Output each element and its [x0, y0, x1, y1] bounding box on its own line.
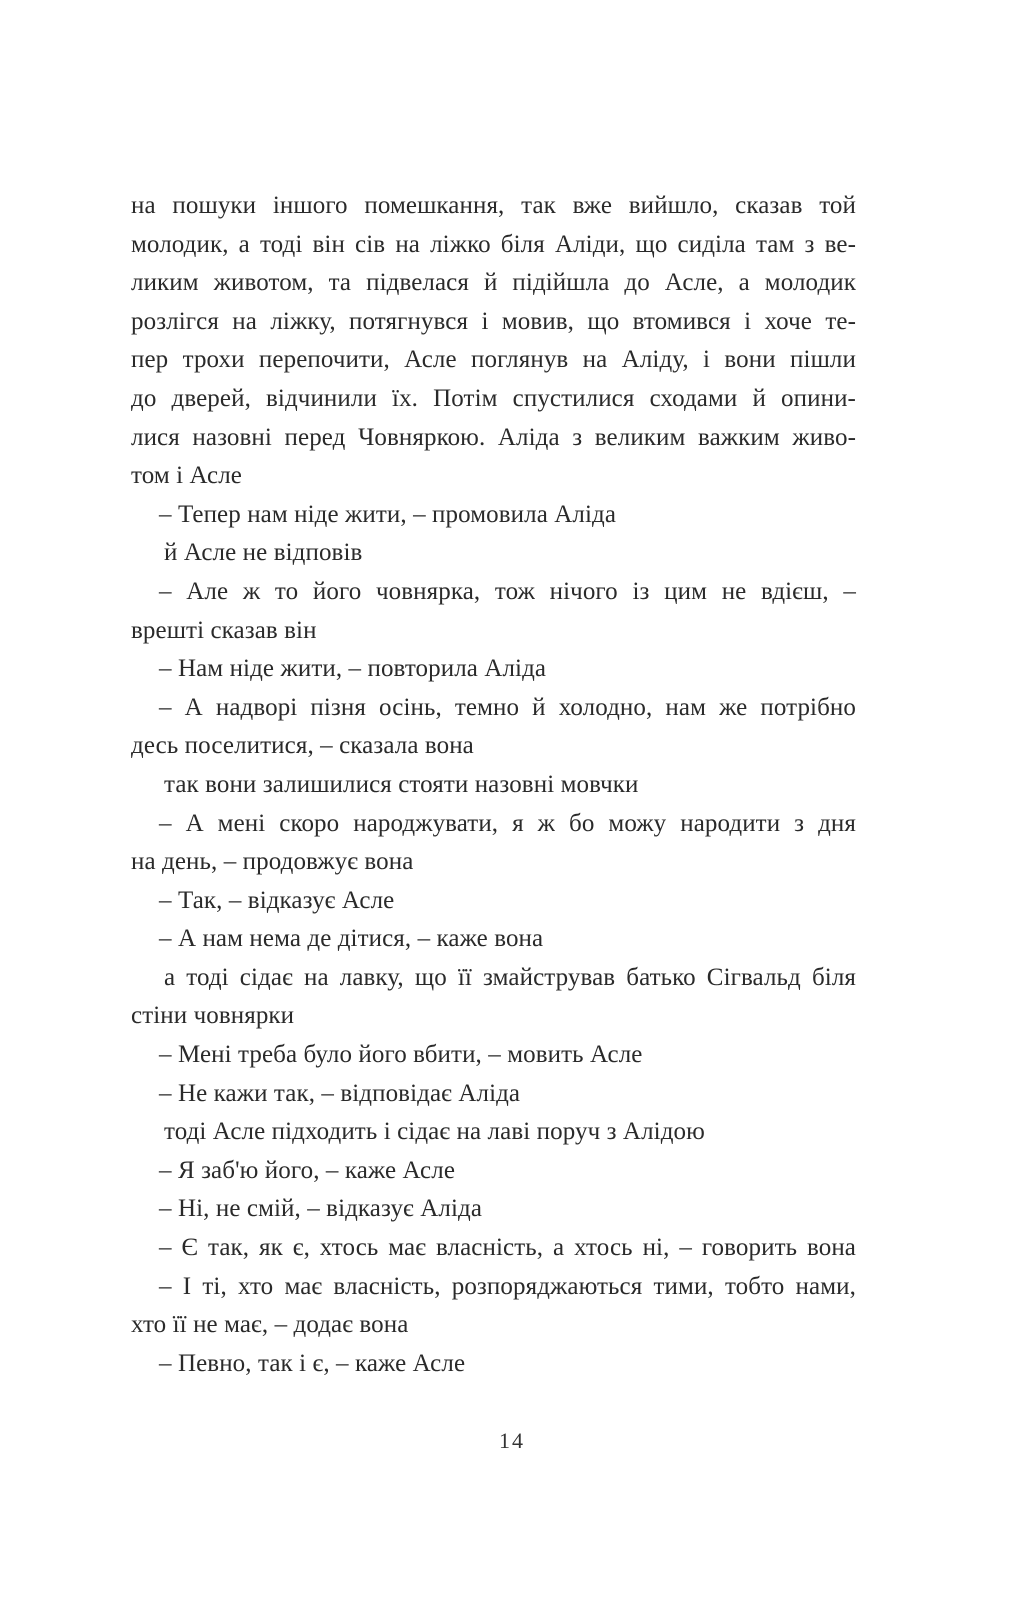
narration-line: так вони залишилися стояти назовні мовчки [164, 770, 639, 798]
dialogue-line: – І ті, хто має власність, розпоряджаються тими, тобто нами, [159, 1272, 856, 1300]
narration-line: а тоді сідає на лавку, що її змайстрував батько Сігвальд біля [164, 963, 856, 991]
dialogue-line: – Певно, так і є, – каже Асле [159, 1349, 466, 1377]
text-line: молодик, а тоді він сів на ліжко біля Аліди, що сиділа там з ве- [131, 230, 856, 258]
dialogue-line: – Є так, як є, хтось має власність, а хтось ні, – говорить вона [159, 1234, 856, 1262]
text-line: пер трохи перепочити, Асле поглянув на Аліду, і вони пішли [131, 346, 856, 374]
text-line: на пошуки іншого помешкання, так вже вийшло, сказав той [131, 192, 856, 219]
dialogue-line: – Але ж то його човнярка, тож нічого із цим не вдієш, – [159, 577, 856, 605]
narration-line: тоді Асле підходить і сідає на лаві поруч з Алідою [164, 1118, 705, 1146]
dialogue-line: – А мені скоро народжувати, я ж бо можу народити з дня [159, 809, 856, 837]
text-line: врешті сказав він [131, 616, 317, 644]
body-text [131, 187, 856, 1383]
text-line: до дверей, відчинили їх. Потім спустилися сходами й опини- [131, 384, 856, 412]
text-line: розлігся на ліжку, потягнувся і мовив, що втомився і хоче те- [131, 307, 856, 335]
text-line: десь поселитися, – сказала вона [131, 732, 474, 760]
dialogue-line: – А надворі пізня осінь, темно й холодно, нам же потрібно [159, 693, 856, 721]
dialogue-line: – Не кажи так, – відповідає Аліда [159, 1079, 521, 1107]
dialogue-line: – Ні, не смій, – відказує Аліда [159, 1195, 483, 1223]
narration-line: й Асле не відповів [164, 539, 363, 567]
text-line: том і Асле [131, 462, 242, 490]
dialogue-line: – Я заб'ю його, – каже Асле [159, 1156, 456, 1184]
text-line: на день, – продовжує вона [131, 848, 414, 876]
dialogue-line: – А нам нема де дітися, – каже вона [159, 925, 544, 953]
dialogue-line: – Так, – відказує Асле [159, 886, 395, 914]
dialogue-line: – Тепер нам ніде жити, – промовила Аліда [159, 500, 617, 528]
page-number: 14 [499, 1428, 525, 1453]
text-line: лися назовні перед Човняркою. Аліда з великим важким живо- [131, 423, 856, 451]
text-line: стіни човнярки [131, 1002, 295, 1030]
dialogue-line: – Нам ніде жити, – повторила Аліда [159, 655, 547, 683]
text-line: ликим животом, та підвелася й підійшла до Асле, а молодик [131, 269, 856, 297]
text-line: хто її не має, – додає вона [131, 1311, 409, 1339]
dialogue-line: – Мені треба було його вбити, – мовить Асле [159, 1041, 643, 1069]
